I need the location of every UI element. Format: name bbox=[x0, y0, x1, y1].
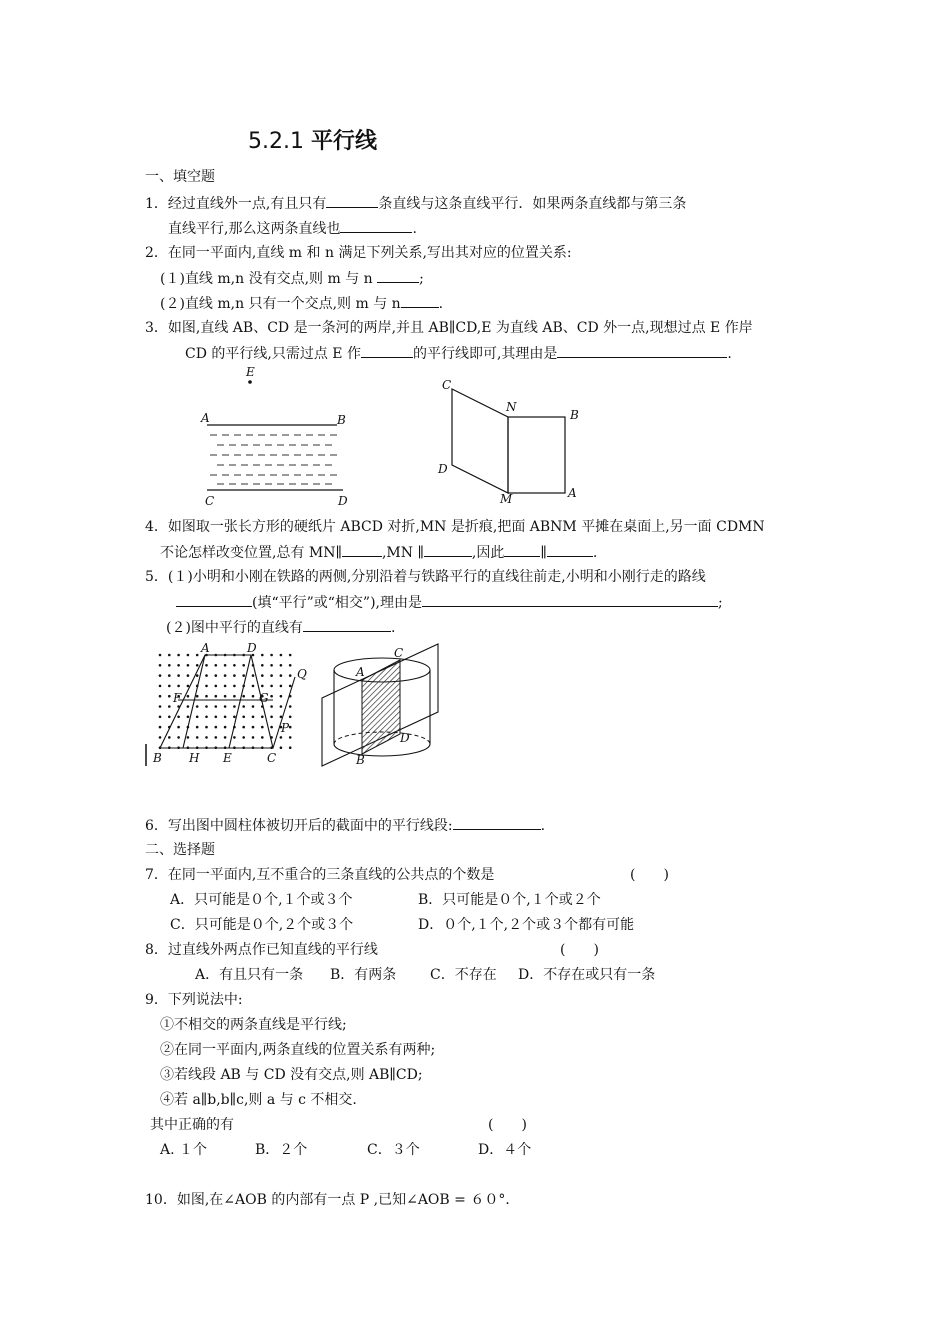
label-A: A bbox=[201, 411, 210, 425]
label-F: F bbox=[173, 691, 182, 705]
label-C: C bbox=[394, 646, 404, 660]
section-ABCD bbox=[362, 660, 400, 754]
label-D: D bbox=[438, 462, 448, 476]
option-D[interactable]: D．４个 bbox=[478, 1142, 532, 1158]
label-C: C bbox=[267, 751, 277, 765]
statement-4: ④若 a∥b,b∥c,则 a 与 c 不相交. bbox=[160, 1092, 357, 1108]
point-E bbox=[248, 380, 252, 384]
statement-2: ②在同一平面内,两条直线的位置关系有两种; bbox=[160, 1042, 436, 1058]
question-5-line3: (２)图中平行的直线有 . bbox=[166, 620, 396, 636]
question-3-line2: CD 的平行线,只需过点 E 作 的平行线即可,其理由是 . bbox=[185, 346, 732, 362]
section-heading-fill: 一、填空题 bbox=[145, 169, 215, 185]
answer-blank[interactable] bbox=[377, 269, 419, 283]
answer-blank[interactable] bbox=[176, 593, 252, 607]
label-Q: Q bbox=[297, 667, 307, 681]
question-1-line1: 1．经过直线外一点,有且只有 条直线与这条直线平行．如果两条直线都与第三条 bbox=[145, 196, 687, 212]
statement-1: ①不相交的两条直线是平行线; bbox=[160, 1017, 347, 1033]
option-A[interactable]: A. １个 bbox=[160, 1142, 208, 1158]
question-4-line1: 4．如图取一张长方形的硬纸片 ABCD 对折,MN 是折痕,把面 ABNM 平摊在桌面上,另一面 CDMN bbox=[145, 519, 765, 535]
question-2-part1: (１)直线 m,n 没有交点,则 m 与 n ; bbox=[160, 271, 424, 287]
label-A: A bbox=[568, 486, 577, 500]
answer-blank[interactable] bbox=[504, 543, 540, 557]
label-M: M bbox=[500, 492, 513, 506]
label-D: D bbox=[247, 641, 257, 655]
label-P: P bbox=[281, 721, 290, 735]
label-B: B bbox=[153, 751, 162, 765]
label-A: A bbox=[201, 641, 210, 655]
label-B: B bbox=[570, 408, 579, 422]
option-D[interactable]: D．不存在或只有一条 bbox=[518, 967, 656, 983]
question-2-part2: (２)直线 m,n 只有一个交点,则 m 与 n . bbox=[160, 296, 444, 312]
label-D: D bbox=[400, 731, 410, 745]
label-G: G bbox=[259, 691, 269, 705]
label-E: E bbox=[246, 365, 255, 379]
answer-blank[interactable] bbox=[547, 543, 593, 557]
option-C[interactable]: C．不存在 bbox=[430, 967, 497, 983]
question-8-stem: 8．过直线外两点作已知直线的平行线 bbox=[145, 942, 378, 958]
dot-grid-figure bbox=[143, 640, 323, 770]
label-C: C bbox=[442, 378, 452, 392]
segment-QC bbox=[273, 677, 295, 748]
option-C[interactable]: C．３个 bbox=[367, 1142, 420, 1158]
answer-blank[interactable] bbox=[303, 618, 391, 632]
question-10-stem: 10．如图,在∠AOB 的内部有一点 P ,已知∠AOB = ６０°． bbox=[145, 1192, 520, 1208]
question-4-line2: 不论怎样改变位置,总有 MN∥ ,MN ∥ ,因此 ∥ . bbox=[160, 545, 598, 561]
option-A[interactable]: A．有且只有一条 bbox=[195, 967, 304, 983]
answer-bracket[interactable]: ( ) bbox=[488, 1117, 527, 1133]
answer-blank[interactable] bbox=[453, 816, 541, 830]
question-3-line1: 3．如图,直线 AB、CD 是一条河的两岸,并且 AB∥CD,E 为直线 AB、CD 外一点,现想过点 E 作岸 bbox=[145, 320, 753, 336]
answer-blank[interactable] bbox=[340, 219, 412, 233]
option-C[interactable]: C．只可能是０个,２个或３个 bbox=[170, 917, 354, 933]
statement-3: ③若线段 AB 与 CD 没有交点,则 AB∥CD; bbox=[160, 1067, 423, 1083]
section-heading-choice: 二、选择题 bbox=[145, 842, 215, 858]
option-B[interactable]: B．有两条 bbox=[330, 967, 397, 983]
option-D[interactable]: D．０个,１个,２个或３个都有可能 bbox=[418, 917, 635, 933]
question-2-stem: 2．在同一平面内,直线 m 和 n 满足下列关系,写出其对应的位置关系: bbox=[145, 245, 572, 261]
option-A[interactable]: A．只可能是０个,１个或３个 bbox=[170, 892, 353, 908]
question-9-ask: 其中正确的有 bbox=[150, 1117, 234, 1133]
cylinder-figure bbox=[318, 640, 448, 772]
label-C: C bbox=[205, 494, 215, 508]
question-6: 6．写出图中圆柱体被切开后的截面中的平行线段: . bbox=[145, 818, 546, 834]
answer-blank[interactable] bbox=[326, 194, 378, 208]
answer-blank[interactable] bbox=[342, 543, 382, 557]
label-A: A bbox=[356, 665, 365, 679]
face-ABNM bbox=[508, 417, 565, 493]
answer-blank[interactable] bbox=[401, 294, 439, 308]
page-title: 5.2.1 平行线 bbox=[248, 129, 377, 154]
question-9-stem: 9．下列说法中: bbox=[145, 992, 243, 1008]
label-E: E bbox=[223, 751, 232, 765]
answer-blank[interactable] bbox=[557, 344, 727, 358]
segment-DE bbox=[229, 655, 251, 748]
question-5-line2: (填“平行”或“相交”),理由是 ; bbox=[176, 593, 723, 612]
label-B: B bbox=[337, 413, 346, 427]
answer-blank[interactable] bbox=[361, 344, 413, 358]
answer-bracket[interactable]: ( ) bbox=[560, 942, 599, 958]
label-H: H bbox=[189, 751, 200, 765]
option-B[interactable]: B．２个 bbox=[255, 1142, 308, 1158]
river-waves bbox=[210, 435, 337, 484]
answer-bracket[interactable]: ( ) bbox=[630, 867, 669, 883]
question-1-line2: 直线平行,那么这两条直线也 . bbox=[168, 221, 417, 237]
river-figure bbox=[195, 362, 365, 512]
question-7-stem: 7．在同一平面内,互不重合的三条直线的公共点的个数是 bbox=[145, 867, 495, 883]
answer-blank[interactable] bbox=[424, 543, 472, 557]
label-D: D bbox=[338, 494, 348, 508]
label-N: N bbox=[506, 400, 517, 414]
question-5-line1: 5．(１)小明和小刚在铁路的两侧,分别沿着与铁路平行的直线往前走,小明和小刚行走的路线 bbox=[145, 569, 706, 585]
label-B: B bbox=[356, 753, 365, 767]
option-B[interactable]: B．只可能是０个,１个或２个 bbox=[418, 892, 601, 908]
segment-AH bbox=[183, 655, 205, 748]
folded-card-figure bbox=[432, 375, 592, 510]
face-CDMN bbox=[452, 389, 508, 493]
answer-blank[interactable] bbox=[422, 593, 718, 607]
